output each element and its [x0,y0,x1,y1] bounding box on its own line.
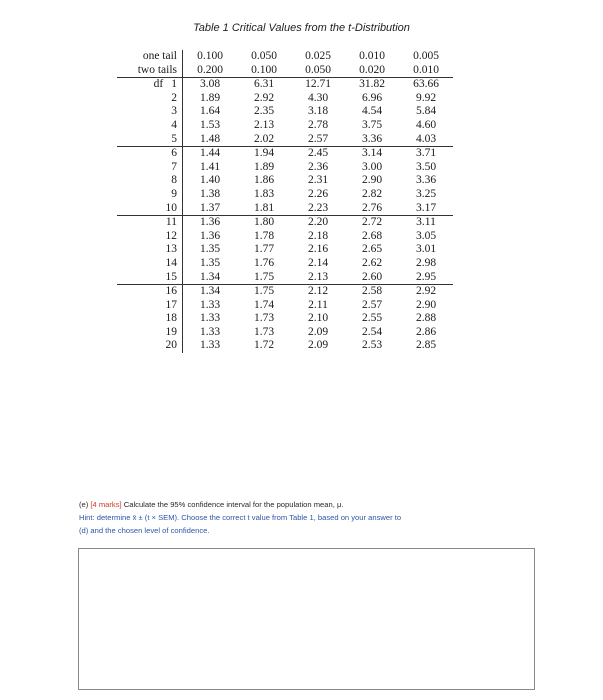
df-cell [117,161,183,175]
table-row [117,161,453,175]
table-cell: 1.33 [199,312,221,325]
table-cell: 2.12 [307,285,329,298]
table-cell: 2.60 [345,271,399,285]
df-cell [117,257,183,271]
table-cell: 1.80 [253,216,275,229]
table-caption: Table 1 Critical Values from the t-Distribution [193,22,410,34]
df-cell [117,147,183,161]
table-row [117,285,453,299]
table-cell: 1.89 [253,160,275,173]
df-cell [117,119,183,133]
table-cell: 3.14 [361,147,383,160]
df-cell [117,339,183,353]
table-cell: 2.72 [361,216,383,229]
df-cell [117,271,183,285]
header-cell: 0.010 [359,50,385,62]
table-cell: 1.73 [253,312,275,325]
df-cell [117,202,183,216]
table-cell: 1.38 [199,187,221,200]
table-cell: 2.20 [307,216,329,229]
df-value: 20 [165,339,177,352]
table-cell: 3.08 [199,78,221,91]
table-cell: 2.18 [307,229,329,242]
header-cell: 0.010 [399,64,453,78]
df-cell [117,174,183,188]
table-row [117,119,453,133]
table-cell: 2.92 [415,285,437,298]
df-value: 6 [171,147,177,160]
table-cell: 1.37 [183,202,238,216]
df-cell [117,243,183,257]
df-value: 1 [171,78,177,91]
table-cell: 5.84 [415,105,437,118]
df-label: df [153,78,164,91]
table-cell: 2.90 [361,174,383,187]
header-cell: 0.020 [345,64,399,78]
table-cell: 2.26 [307,187,329,200]
table-cell: 1.77 [253,243,275,256]
table-row [117,326,453,340]
header-row [117,50,453,64]
table-row [117,188,453,202]
table-cell: 2.90 [415,298,437,311]
table-cell: 2.09 [307,325,329,338]
table-cell: 1.40 [199,174,221,187]
df-value: 3 [171,105,177,118]
df-value: 4 [171,118,177,131]
df-value: 18 [165,312,177,325]
table-row [117,339,453,353]
table-cell: 2.23 [291,202,345,216]
table-cell: 2.95 [399,271,453,285]
df-value: 16 [165,285,177,298]
question-line [79,498,529,511]
table-cell: 2.09 [307,339,329,352]
question-block [79,498,529,537]
question-marks: [4 marks] [90,500,122,509]
hint-line-1: Hint: determine x̄ ± (t × SEM). Choose the correct t value from Table 1, based on your answer to [79,513,402,522]
table-cell: 1.75 [237,271,291,285]
table-cell: 1.36 [199,229,221,242]
table-row [117,257,453,271]
header-cell: 0.050 [251,50,277,62]
df-cell [117,299,183,313]
answer-box[interactable] [78,548,535,690]
table-cell: 1.86 [253,174,275,187]
table-cell: 1.33 [199,325,221,338]
table-cell: 1.53 [199,118,221,131]
table-cell: 1.72 [253,339,275,352]
table-cell: 1.33 [199,298,221,311]
table-row [117,147,453,161]
table-cell: 1.76 [253,256,275,269]
table-cell: 4.30 [307,91,329,104]
table-cell: 2.82 [361,187,383,200]
table-cell: 1.75 [253,285,275,298]
table-cell: 1.74 [253,298,275,311]
df-cell [117,105,183,119]
table-cell: 2.76 [345,202,399,216]
table-cell: 1.89 [199,91,221,104]
table-cell: 3.36 [345,133,399,147]
table-cell: 2.98 [415,256,437,269]
table-cell: 2.88 [415,312,437,325]
table-cell: 1.64 [199,105,221,118]
table-cell: 1.94 [253,147,275,160]
table-cell: 1.41 [199,160,221,173]
df-value: 19 [165,325,177,338]
table-cell: 6.31 [253,78,275,91]
table-cell: 2.02 [237,133,291,147]
question-part: (e) [79,500,89,509]
table-row [117,78,453,92]
df-cell [117,312,183,326]
header-label: one tail [117,50,183,64]
header-label: two tails [117,64,183,78]
table-row [117,133,453,147]
table-cell: 2.16 [307,243,329,256]
header-cell: 0.025 [305,50,331,62]
t-distribution-table [117,50,453,353]
table-row [117,312,453,326]
table-cell: 1.33 [199,339,221,352]
header-cell: 0.005 [413,50,439,62]
table-cell: 3.75 [361,118,383,131]
table-cell: 3.36 [415,174,437,187]
header-cell: 0.050 [291,64,345,78]
table-cell: 4.03 [399,133,453,147]
table-cell: 1.35 [199,243,221,256]
table-row [117,216,453,230]
table-cell: 9.92 [415,91,437,104]
table-cell: 2.85 [415,339,437,352]
table-row [117,230,453,244]
df-value: 12 [165,229,177,242]
table-row [117,202,453,216]
table-cell: 1.34 [199,285,221,298]
df-cell [117,230,183,244]
table-cell: 31.82 [359,78,385,91]
table-cell: 2.57 [361,298,383,311]
df-cell [117,78,183,92]
table-cell: 2.11 [308,298,328,311]
table-cell: 1.78 [253,229,275,242]
table-cell: 2.92 [253,91,275,104]
table-cell: 2.53 [361,339,383,352]
table-cell: 2.57 [291,133,345,147]
df-value: 9 [171,187,177,200]
df-cell [117,133,183,147]
table-cell: 2.35 [253,105,275,118]
df-value: 17 [165,298,177,311]
table-cell: 3.50 [415,160,437,173]
table-row [117,299,453,313]
df-value: 14 [165,256,177,269]
table-row [117,92,453,106]
table-cell: 1.48 [183,133,238,147]
table-cell: 3.05 [415,229,437,242]
table-cell: 2.31 [307,174,329,187]
table-cell: 3.18 [307,105,329,118]
table-cell: 2.54 [361,325,383,338]
table-cell: 3.11 [416,216,436,229]
table-cell: 3.71 [415,147,437,160]
header-row [117,64,453,78]
df-value: 10 [165,201,177,214]
table-cell: 2.14 [307,256,329,269]
table-cell: 1.44 [199,147,221,160]
question-text: Calculate the 95% confidence interval for the population mean, μ. [123,500,344,509]
df-value: 7 [171,160,177,173]
header-cell: 0.100 [237,64,291,78]
table-row [117,105,453,119]
df-value: 15 [165,270,177,283]
table-cell: 3.17 [399,202,453,216]
table-cell: 3.25 [415,187,437,200]
header-cell: 0.200 [183,64,238,78]
table-cell: 2.10 [307,312,329,325]
table-cell: 2.78 [307,118,329,131]
header-cell: 0.100 [197,50,223,62]
table-cell: 1.73 [253,325,275,338]
table-cell: 63.66 [413,78,439,91]
table-cell: 1.36 [199,216,221,229]
df-cell [117,92,183,106]
hint-line-2: (d) and the chosen level of confidence. [79,526,210,535]
table-cell: 2.36 [307,160,329,173]
table-cell: 2.68 [361,229,383,242]
df-cell [117,216,183,230]
table-cell: 1.34 [183,271,238,285]
df-value: 2 [171,91,177,104]
table-cell: 1.83 [253,187,275,200]
table-cell: 2.65 [361,243,383,256]
df-value: 8 [171,174,177,187]
table-cell: 12.71 [305,78,331,91]
table-cell: 4.60 [415,118,437,131]
table-cell: 2.13 [291,271,345,285]
table-cell: 2.58 [361,285,383,298]
table-cell: 3.01 [415,243,437,256]
table-cell: 3.00 [361,160,383,173]
table-row [117,174,453,188]
table-row [117,243,453,257]
df-value: 13 [165,243,177,256]
df-cell [117,188,183,202]
table-cell: 2.86 [415,325,437,338]
table-cell: 2.13 [253,118,275,131]
df-cell [117,285,183,299]
table-cell: 1.35 [199,256,221,269]
table-row [117,271,453,285]
table-cell: 4.54 [361,105,383,118]
table-cell: 2.45 [307,147,329,160]
df-cell [117,326,183,340]
table-cell: 2.55 [361,312,383,325]
df-value: 11 [165,216,177,229]
df-value: 5 [171,132,177,145]
table-cell: 1.81 [237,202,291,216]
table-cell: 2.62 [361,256,383,269]
table-cell: 6.96 [361,91,383,104]
